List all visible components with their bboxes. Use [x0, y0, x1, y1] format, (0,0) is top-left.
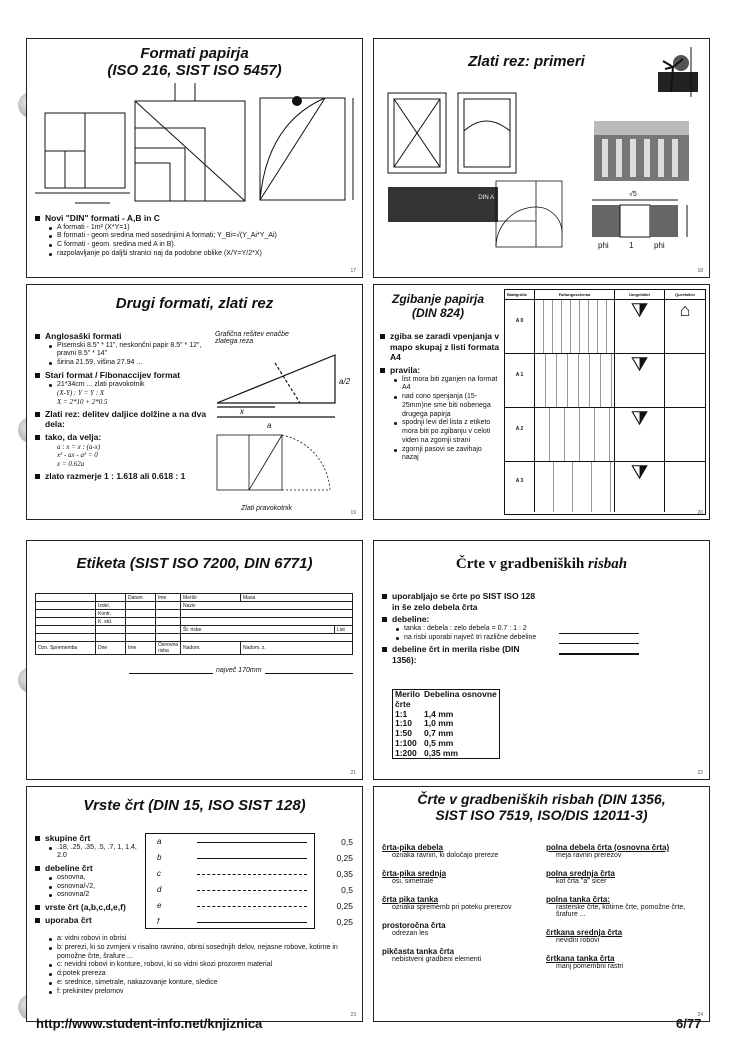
slide-title: Črte v gradbeniških	[455, 556, 588, 572]
slide-paper-folding	[373, 284, 710, 520]
cell: Masa	[241, 594, 353, 602]
cell: Ime	[126, 642, 156, 655]
scale-table	[392, 689, 500, 759]
table-cell: 0,7 mm	[424, 728, 454, 739]
slide-number: 22	[697, 770, 703, 776]
slide-subtitle: (ISO 216, SIST ISO 5457)	[107, 62, 282, 80]
table-cell: 0,5 mm	[424, 737, 454, 748]
line-category	[546, 954, 706, 970]
slide-lines-construction	[373, 540, 710, 780]
category-desc: meja ravnin prerezov	[556, 852, 622, 859]
line-letter: c	[157, 869, 161, 878]
table-cell: 1,4 mm	[424, 708, 454, 719]
line-value: 0,5	[341, 885, 353, 895]
category-title: črta pika tanka	[382, 895, 439, 904]
line-sample-d	[197, 890, 307, 891]
line-category	[382, 843, 542, 859]
line-category	[546, 928, 706, 944]
category-title: pikčasta tanka črta	[382, 947, 455, 956]
format-diagrams	[35, 83, 355, 213]
category-title: polna debela črta (osnovna črta)	[546, 843, 670, 852]
line-letter: b	[157, 853, 162, 862]
slide-title: Zlati rez: primeri	[468, 53, 585, 70]
row-label: A 3	[505, 462, 535, 512]
golden-section-diagram	[215, 345, 350, 425]
cell: Dne	[96, 642, 126, 655]
bullet: zgiba se zaradi vpenjanja v mapo skupaj z listi formata A4	[380, 331, 500, 363]
sub-bullet: širina 21.59, višina 27.94 ...	[35, 359, 215, 368]
cell: Nadom.	[181, 642, 241, 655]
table-header: Merilo	[395, 689, 421, 699]
row-label: A 1	[505, 354, 535, 407]
folding-table: Blattgröße Faltungsschema Umgefaltet Querfalten A 0 ⧩ ⌂ A 1 ⧩ A 2 ⧩ A 3 ⧩	[504, 289, 706, 515]
table-cell: 1:10	[395, 718, 413, 729]
bullet: uporabljajo se črte po SIST ISO 128 in še zelo debela črta	[382, 591, 542, 612]
table-cell: 1:200	[395, 747, 417, 758]
slide-title: Vrste črt (DIN 15, ISO SIST 128)	[83, 797, 306, 814]
sub-bullet: spodnji levi del lista z etiketo mora biti po zgibanju v celoti viden na zgornji strani	[380, 419, 500, 445]
sqrt5-label: √5	[629, 191, 637, 198]
category-desc: nevidni robovi	[556, 937, 600, 944]
category-title: polna srednja črta	[546, 869, 615, 878]
sub-bullet: 21*34cm ... zlati pravokotnik	[35, 381, 215, 390]
line-value: 0,25	[336, 901, 353, 911]
a2-label: a/2	[339, 377, 351, 386]
slide-title: Formati papirja	[140, 45, 249, 62]
palm-logo	[643, 47, 703, 97]
slide-number: 24	[697, 1012, 703, 1018]
cell: K. std.	[96, 618, 126, 626]
category-desc: rasterske črte, kotirne črte, pomožne črte, šrafure ...	[556, 904, 686, 918]
cell: Ozn. Sprememba	[36, 642, 96, 655]
sub-bullet: B formati - geom sredina med sosednjimi A formati; Y_Bi=√(Y_Ai*Y_Ai)	[35, 232, 355, 241]
row-label: A 2	[505, 408, 535, 461]
phi-label: phi	[598, 241, 609, 250]
phi-diagram	[592, 197, 692, 247]
column-header: Blattgröße	[505, 290, 535, 299]
category-title: prostoročna črta	[382, 921, 446, 930]
slide-title: Zgibanje papirja	[391, 292, 484, 306]
bullet: zlato razmerje 1 : 1.618 ali 0.618 : 1	[35, 471, 215, 482]
line-letter: a	[157, 837, 162, 846]
cell: Naziv	[181, 602, 353, 610]
slide-golden-ratio-examples	[373, 38, 710, 278]
sub-bullet: b: prerezi, ki so zvrnjeni v risalno ravnino, obrisi sosednjih delov, nejasne robove, kotirne in pomožne črte, šrafure ...	[35, 944, 357, 962]
sub-bullet: e: srednice, simetrale, nakazovanje konture, sledice	[35, 979, 357, 988]
bullet: vrste črt (a,b,c,d,e,f)	[35, 902, 145, 913]
cell: Merilo	[181, 594, 241, 602]
category-desc: osi, simetrale	[392, 878, 434, 885]
line-category	[382, 895, 542, 911]
category-title: črta-pika srednja	[382, 869, 447, 878]
category-desc: kot črta "a" sicer	[556, 878, 607, 885]
cell: Izdel.	[96, 602, 126, 610]
category-desc: odrezan les	[392, 930, 429, 937]
diagram-caption: Zlati pravokotnik	[241, 505, 292, 512]
bullet: Anglosaški formati	[35, 331, 215, 342]
line-value: 0,5	[341, 837, 353, 847]
column-header: Querfalten	[674, 292, 695, 297]
bullet: debeline črt	[35, 863, 145, 874]
column-header: Faltungsschema	[535, 290, 615, 299]
line-sample-c	[197, 874, 307, 875]
line-sample-f	[197, 922, 307, 923]
temple-photo	[594, 121, 689, 181]
bullet: Novi "DIN" formati - A,B in C	[35, 213, 355, 224]
bullet: Zlati rez: delitev daljice dolžine a na dva dela:	[35, 409, 215, 430]
slide-title-block	[26, 540, 363, 780]
bullet: Stari format / Fibonaccijev format	[35, 370, 215, 381]
fibonacci-spiral	[494, 179, 564, 249]
slide-title: Drugi formati, zlati rez	[115, 295, 274, 312]
a-label: a	[267, 421, 272, 430]
line-category	[382, 947, 542, 963]
formula: x = 0.62a	[57, 460, 85, 469]
cell: Kontr.	[96, 610, 126, 618]
table-header: Debelina osnovne	[424, 689, 497, 699]
table-cell: 1:1	[395, 708, 408, 719]
slide-subtitle: SIST ISO 7519, ISO/DIS 12011-3)	[435, 807, 648, 824]
line-category	[546, 843, 706, 859]
cell: List	[335, 626, 353, 634]
line-letter: e	[157, 901, 162, 910]
table-cell: 0,35 mm	[424, 747, 459, 758]
sub-bullet: na risbi uporabi največ tri različne debeline	[382, 634, 542, 643]
phi-label: phi	[654, 241, 665, 250]
slide-line-types	[26, 786, 363, 1022]
line-samples-box	[145, 833, 357, 929]
line-value: 0,25	[336, 853, 353, 863]
slide-subtitle: (DIN 824)	[411, 305, 464, 320]
category-desc: oznaka ravnin, ki določajo prereze	[392, 852, 499, 859]
table-cell: 1:50	[395, 728, 413, 739]
line-category	[546, 869, 706, 885]
line-value: 0,35	[336, 869, 353, 879]
din-a-label: DIN A	[478, 195, 494, 201]
slide-title: Črte v gradbeniških risbah (DIN 1356,	[417, 791, 666, 807]
formula: a : x = x : (a-x)	[57, 442, 101, 451]
sub-bullet: osnovna,	[35, 874, 145, 883]
category-title: črtkana srednja črta	[546, 928, 623, 937]
sub-bullet: zgornji pasovi se zavihajo nazaj	[380, 446, 500, 464]
slide-number: 18	[697, 268, 703, 274]
category-desc: nebistveni gradbeni elementi	[392, 956, 482, 963]
slide-number: 23	[350, 1012, 356, 1018]
category-title: črtkana tanka črta	[546, 954, 615, 963]
slide-number: 21	[350, 770, 356, 776]
category-desc: oznaka sprememb pri poteku prerezov	[392, 904, 512, 911]
cell: Osnovna risba	[156, 642, 181, 655]
sub-bullet: list mora biti zganjen na format A4	[380, 376, 500, 394]
sub-bullet: d:potek prereza	[35, 970, 357, 979]
sub-bullet: a: vidni robovi in obrisi	[35, 935, 357, 944]
sub-bullet: c: nevidni robovi in konture, robovi, ki so vidni skozi prozoren material	[35, 961, 357, 970]
category-title: črta-pika debela	[382, 843, 443, 852]
formula: X = 2*10 + 2*0.5	[57, 398, 108, 406]
slide-other-formats	[26, 284, 363, 520]
slide-number: 19	[350, 510, 356, 516]
line-letter: d	[157, 885, 162, 894]
one-label: 1	[629, 241, 634, 250]
footer-page-number: 6/77	[676, 1016, 702, 1031]
sub-bullet: C formati - geom. sredina med A in B).	[35, 241, 355, 250]
bullet: skupine črt	[35, 833, 145, 844]
dimension-label: največ 170mm	[213, 667, 265, 674]
row-label: A 0	[505, 300, 535, 353]
golden-rectangles	[386, 91, 536, 181]
formula: (X-Y) : Y = Y : X	[57, 389, 105, 398]
slide-number: 17	[350, 268, 356, 274]
x-label: x	[240, 407, 244, 416]
sub-bullet: osnovna/√2,	[35, 883, 145, 892]
bullet: debeline:	[382, 614, 542, 625]
sub-bullet: osnovna/2	[35, 891, 145, 900]
cell: Datum	[126, 594, 156, 602]
formula: x² - ax - a² = 0	[57, 451, 98, 460]
line-value: 0,25	[336, 917, 353, 927]
cell: Nadom. z.	[241, 642, 353, 655]
category-title: polna tanka črta:	[546, 895, 611, 904]
line-samples-frame	[145, 833, 315, 929]
weight-lines	[559, 633, 639, 655]
bullet: debeline črt in merila risbe (DIN 1356):	[382, 644, 542, 665]
line-sample-e	[197, 906, 307, 907]
category-desc: manj pomembni rastri	[556, 963, 624, 970]
slide-title-italic: risbah	[587, 556, 628, 572]
table-cell: 1,0 mm	[424, 718, 454, 729]
bullet: tako, da velja:	[35, 432, 215, 443]
sub-bullet: .18, .25, .35, .5, .7, 1, 1.4, 2.0	[35, 844, 145, 862]
slide-title: Etiketa (SIST ISO 7200, DIN 6771)	[76, 555, 313, 572]
cell: Št. risbe	[181, 626, 335, 634]
sub-bullet: razpolavljanje po daljši stranici naj da podobne oblike (X/Y=Y/2*X)	[35, 250, 355, 259]
footer-url[interactable]: http://www.student-info.net/knjiznica	[36, 1016, 263, 1031]
line-category	[382, 869, 542, 885]
column-header: Umgefaltet	[615, 290, 665, 299]
line-sample-b	[197, 858, 307, 859]
table-header: črte	[395, 698, 411, 709]
diagram-caption: Grafična rešitev enačbe zlatega reza	[215, 331, 289, 345]
sub-bullet: tanka : debela : zelo debela = 0.7 : 1 : 2	[382, 625, 542, 634]
golden-rectangle-construction	[215, 433, 355, 508]
sub-bullet: Pisemski 8.5" * 11", neskončni papir 8.5" * 12", pravni 8.5" * 14"	[35, 342, 215, 360]
slide-construction-line-types	[373, 786, 710, 1022]
sub-bullet: nad cono spenjanja (15-25mm)ne sme biti nobenega drugega papirja	[380, 393, 500, 419]
slide-number: 20	[697, 510, 703, 516]
line-letter: f	[157, 917, 160, 926]
din-card	[388, 187, 498, 222]
line-sample-a	[197, 842, 307, 843]
sub-bullet: A formati - 1m² (X*Y=1)	[35, 224, 355, 233]
cell: Ime	[156, 594, 181, 602]
bullet: uporaba črt	[35, 915, 145, 926]
slide-paper-formats	[26, 38, 363, 278]
title-block-table	[35, 593, 353, 655]
table-cell: 1:100	[395, 737, 417, 748]
line-category	[546, 895, 706, 918]
line-category	[382, 921, 542, 937]
bullet: pravila:	[380, 365, 500, 376]
sub-bullet: f: prekinitev prelomov	[35, 988, 357, 997]
